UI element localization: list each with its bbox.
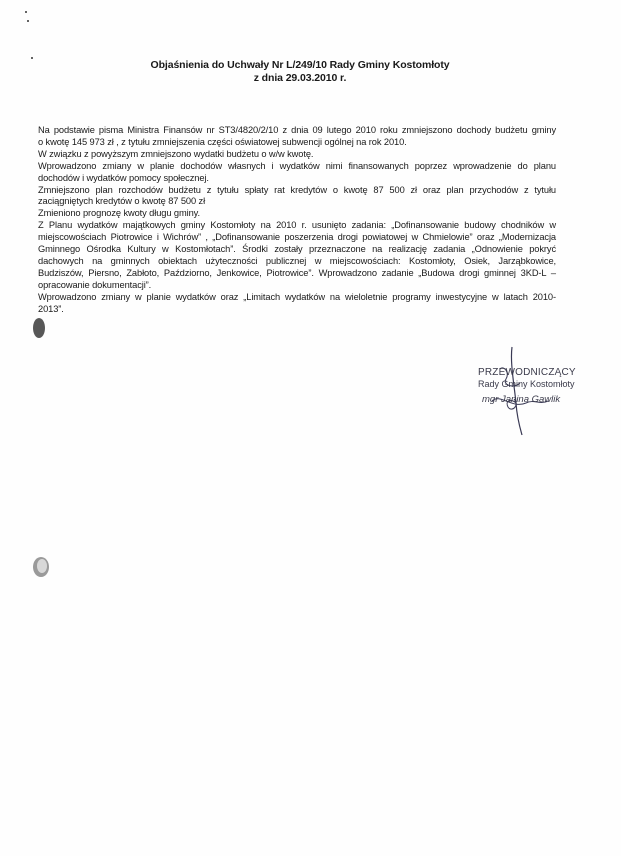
punch-smudge xyxy=(32,317,46,339)
body-line: zaciągniętych kredytów o kwotę 87 500 zł xyxy=(38,196,206,207)
signature-title: PRZEWODNICZĄCY xyxy=(478,367,576,378)
signature-name: mgr Janina Gawlik xyxy=(482,394,561,405)
body-line: Wprowadzono zmiany w planie wydatków oraz „Limitach wydatków na wieloletnie programy inwestycyjne w latach 2010- xyxy=(38,291,556,302)
body-line: Wprowadzono zmiany w planie dochodów własnych i wydatków nimi finansowanych poprzez wprowadzenie do planu xyxy=(38,160,556,171)
punch-hole xyxy=(32,556,50,578)
handwritten-signature-icon xyxy=(470,343,610,438)
title-line-1: Objaśnienia do Uchwały Nr L/249/10 Rady Gminy Kostomłoty xyxy=(150,59,450,71)
body-line: Na podstawie pisma Ministra Finansów nr ST3/4820/2/10 z dnia 09 lutego 2010 roku zmniejszono dochody budżetu gminy xyxy=(38,125,556,135)
body-line: W związku z powyższym zmniejszono wydatki budżetu o w/w kwotę. xyxy=(38,148,314,159)
body-line: Zmniejszono plan rozchodów budżetu z tytułu spłaty rat kredytów o kwotę 87 500 zł oraz plan przychodów z tytułu xyxy=(38,184,556,195)
body-line: Gminnego Ośrodka Kultury w Kostomłotach”. Środki zostały przeznaczone na realizację zadania „Odnowienie pokryć xyxy=(38,244,556,255)
body-line: opracowanie dokumentacji”. xyxy=(38,279,152,290)
body-line: Z Planu wydatków majątkowych gminy Kostomłoty na 2010 r. usunięto zadania: „Dofinansowanie budowy chodników w xyxy=(38,220,556,231)
body-line: Zmieniono prognozę kwoty długu gminy. xyxy=(38,208,201,219)
signature-stamp xyxy=(470,343,610,438)
scan-speck xyxy=(25,11,27,13)
body-line: miejscowościach Piotrowice i Wichrów” , „Dofinansowanie poszerzenia drogi powiatowej w Chmielowie” oraz „Modernizacja xyxy=(38,232,556,243)
document-title xyxy=(150,59,450,85)
body-line: o kwotę 145 973 zł , z tytułu zmniejszenia części oświatowej subwencji ogólnej na rok 2010. xyxy=(38,136,407,147)
body-line: 2013”. xyxy=(38,303,64,314)
title-date-line: z dnia 29.03.2010 r. xyxy=(253,72,347,84)
document-body xyxy=(38,125,556,316)
scan-speck xyxy=(27,20,29,22)
body-line: dachowych na gminnych obiektach użyteczności publicznej w miejscowościach: Kostomłoty, Osiek, Jarząbkowice, xyxy=(38,255,556,266)
body-line: dochodów i wydatków pomocy społecznej. xyxy=(38,172,209,183)
body-line: Budziszów, Piersno, Zabłoto, Paździorno, Jenkowice, Piotrowice”. Wprowadzono zadanie „Budowa drogi gminnej 3KD-L – xyxy=(38,267,556,278)
scan-speck xyxy=(31,57,33,59)
signature-subtitle: Rady Gminy Kostomłoty xyxy=(478,379,575,389)
